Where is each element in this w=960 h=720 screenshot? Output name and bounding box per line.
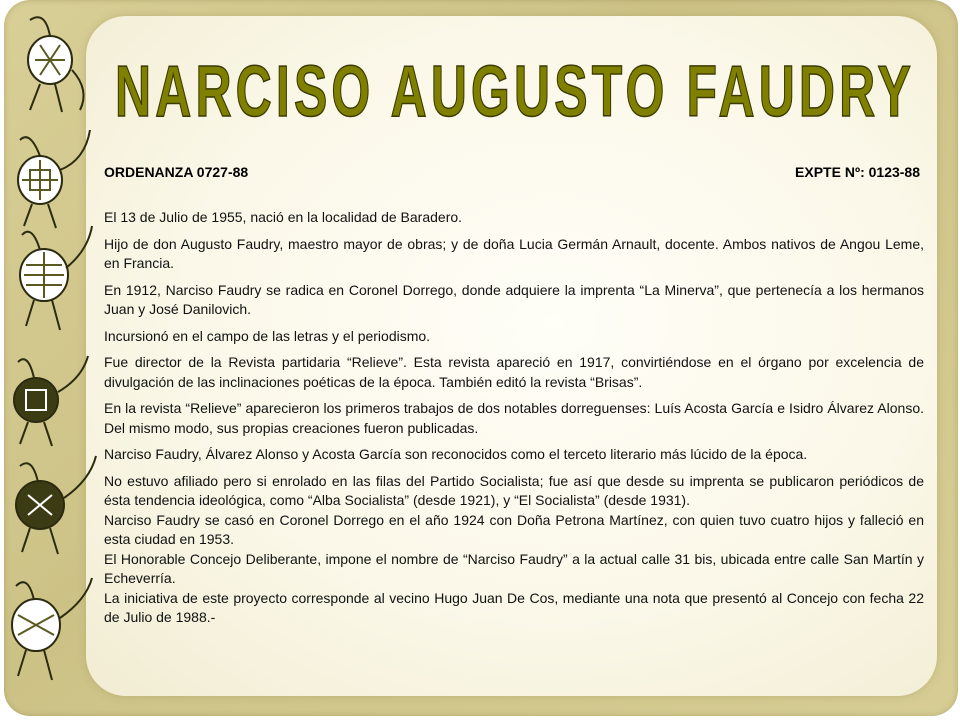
bird-icon <box>16 456 96 554</box>
header-row <box>104 164 920 180</box>
paragraph: No estuvo afiliado pero si enrolado en las filas del Partido Socialista; fue así que desde su imprenta se publicaron periódicos de ésta tendencia ideológica, como “Alba Socialista” (desde 1921), y “El Socialista” (desde 1931). <box>104 472 924 508</box>
paragraph: En la revista “Relieve” aparecieron los primeros trabajos de dos notables dorreguenses: Luís Acosta García e Isidro Álvarez Alonso. Del mismo modo, sus propias creaciones fueron publicadas. <box>104 400 924 436</box>
bird-icon <box>12 578 92 680</box>
paragraph: Narciso Faudry, Álvarez Alonso y Acosta García son reconocidos como el terceto literario más lúcido de la época. <box>104 446 808 462</box>
paragraph: El Honorable Concejo Deliberante, impone el nombre de “Narciso Faudry” a la actual calle 31 bis, ubicada entre calle San Martín y Echeverría. <box>104 550 924 586</box>
bird-icon <box>14 356 88 446</box>
decorative-birds-column <box>0 0 110 720</box>
biography-text <box>104 208 924 628</box>
file-number: EXPTE Nº: 0123-88 <box>795 164 920 180</box>
bird-icon <box>28 17 84 112</box>
page-title <box>100 8 930 128</box>
paragraph: Narciso Faudry se casó en Coronel Dorrego en el año 1924 con Doña Petrona Martínez, con quien tuvo cuatro hijos y falleció en esta ciudad en 1953. <box>104 511 924 547</box>
bird-icon <box>18 130 90 228</box>
paragraph: El 13 de Julio de 1955, nació en la localidad de Baradero. <box>104 209 463 225</box>
paragraph: La iniciativa de este proyecto corresponde al vecino Hugo Juan De Cos, mediante una nota que presentó al Concejo con fecha 22 de Julio de 1988.- <box>104 589 924 625</box>
paragraph: Incursionó en el campo de las letras y el periodismo. <box>104 327 431 344</box>
paragraph: En 1912, Narciso Faudry se radica en Coronel Dorrego, donde adquiere la imprenta “La Minerva”, que pertenecía a los hermanos Juan y José Danilovich. <box>104 281 924 317</box>
ordinance-number: ORDENANZA 0727-88 <box>104 164 249 180</box>
bird-icon <box>20 226 92 330</box>
paragraph: Fue director de la Revista partidaria “Relieve”. Esta revista apareció en 1917, convirtiéndose en el órgano por excelencia de divulgación de las inclinaciones poéticas de la época. También editó la revista “Brisas”. <box>104 354 924 390</box>
paragraph: Hijo de don Augusto Faudry, maestro mayor de obras; y de doña Lucia Germán Arnault, docente. Ambos nativos de Angou Leme, en Francia. <box>104 235 924 271</box>
page-title-text: NARCISO AUGUSTO FAUDRY <box>115 52 915 128</box>
